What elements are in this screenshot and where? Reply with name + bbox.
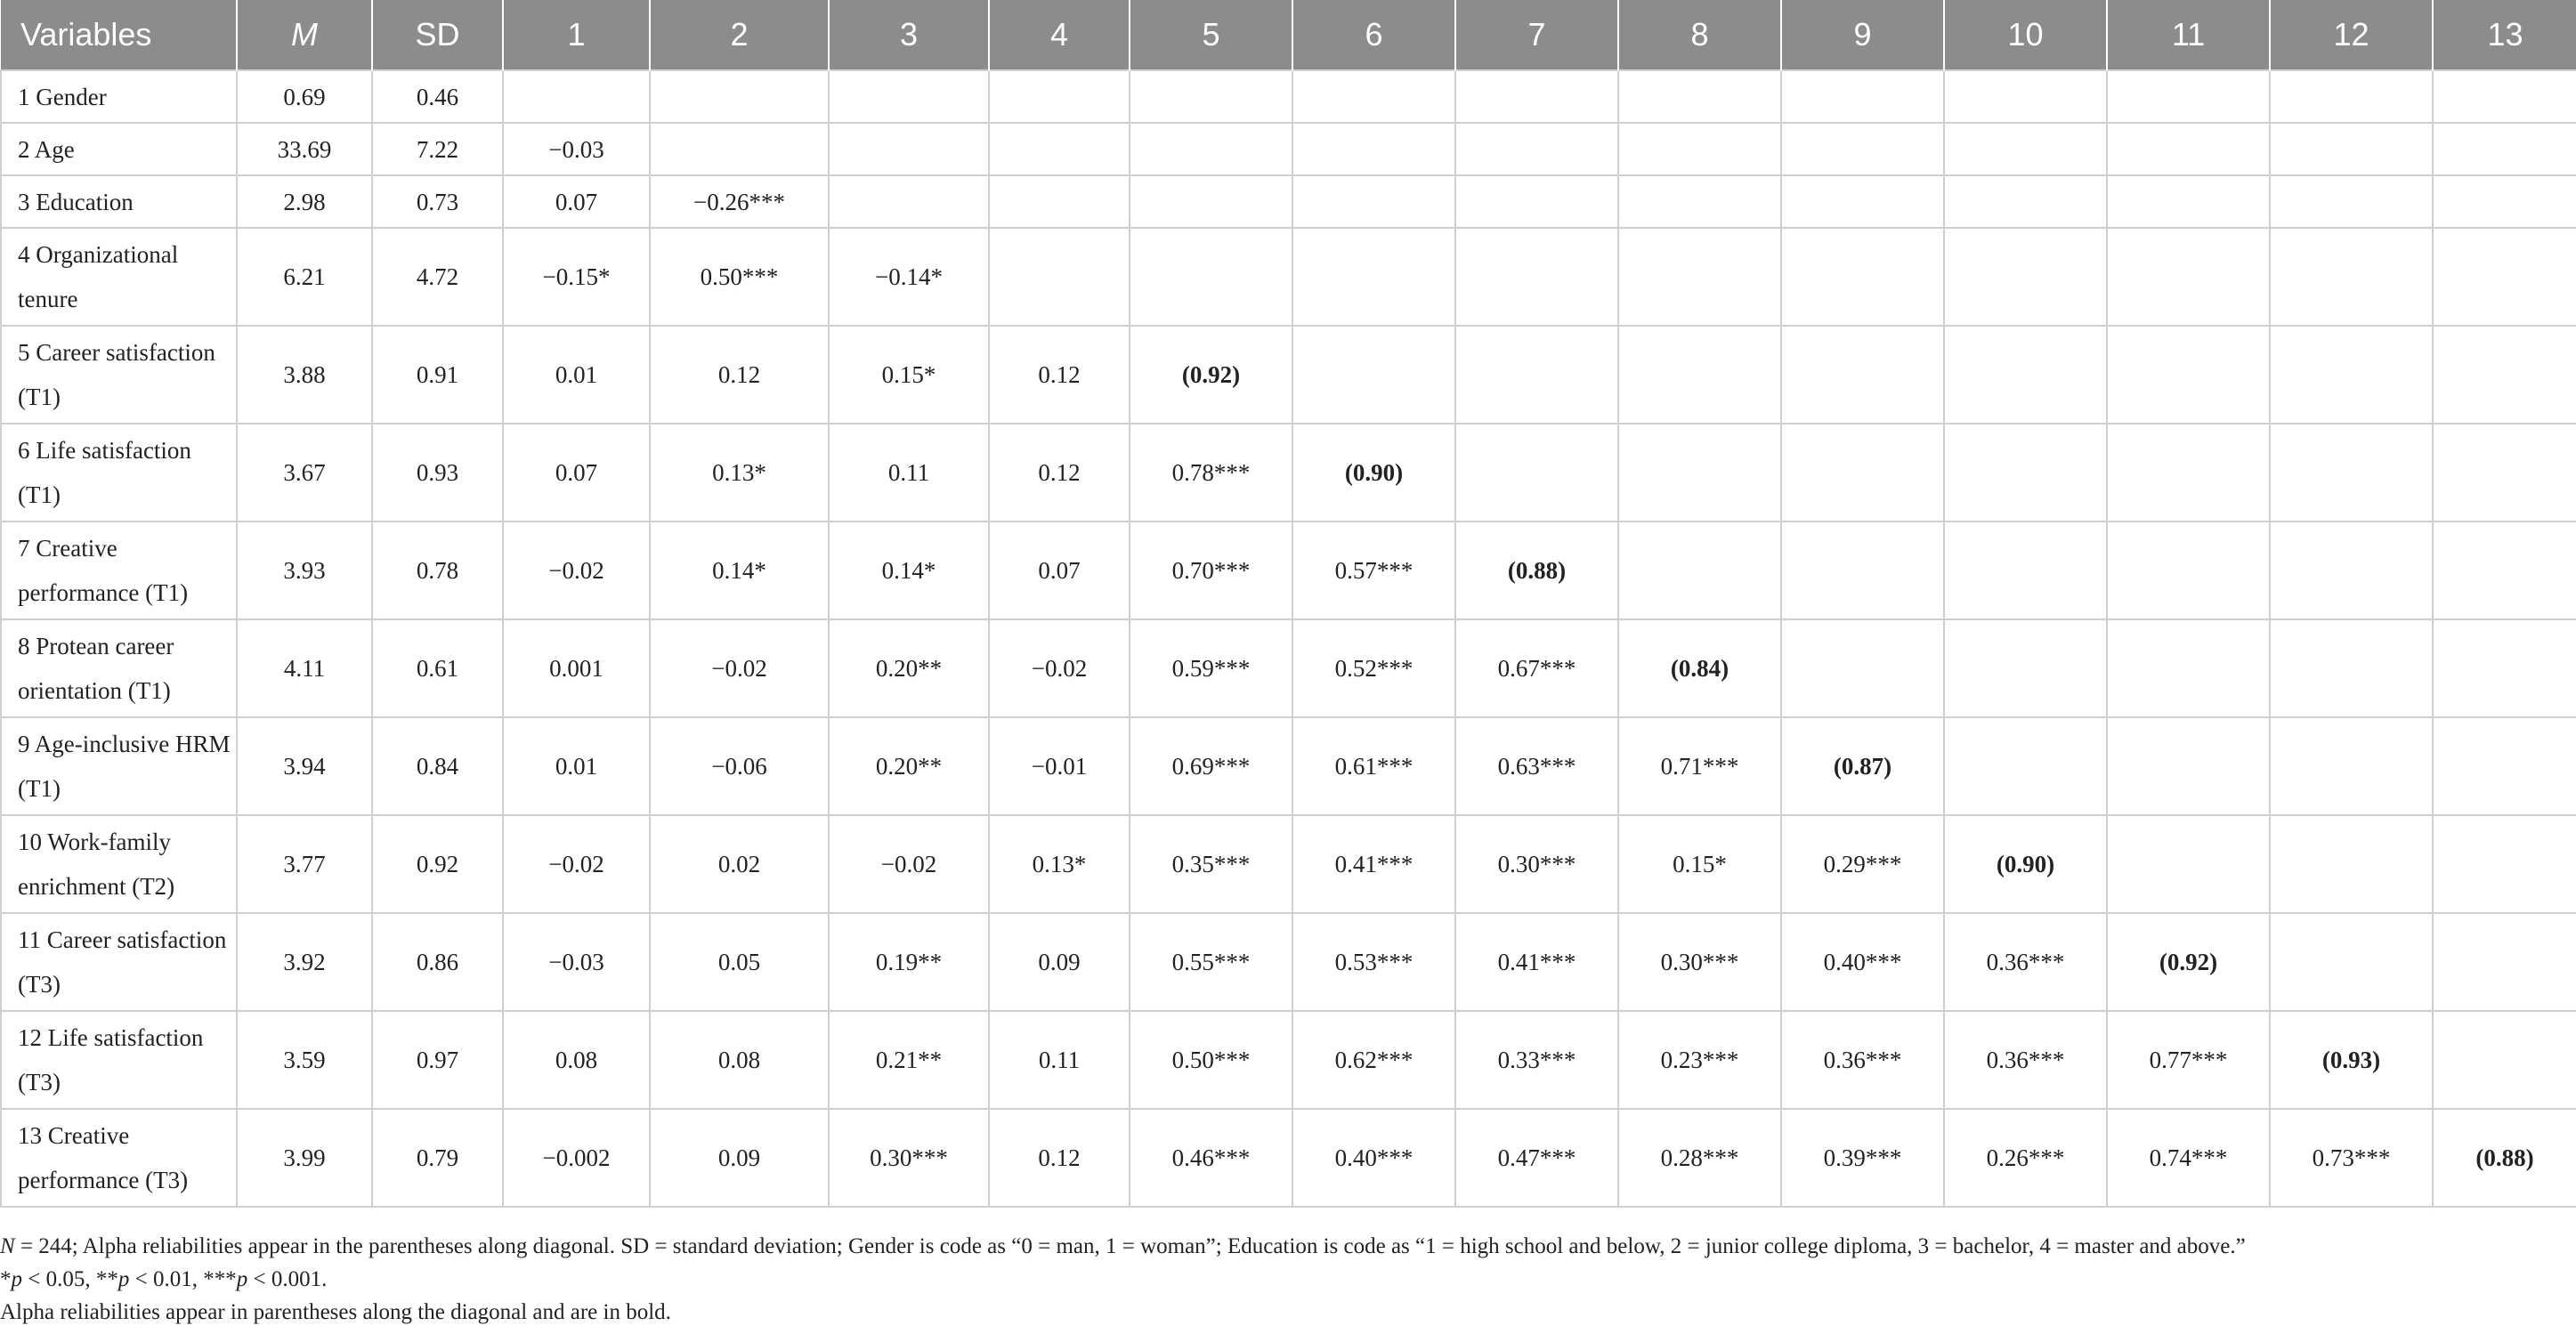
correlation-cell: 0.15* — [1618, 815, 1781, 913]
table-row — [1, 1011, 2576, 1109]
correlation-cell: 0.41*** — [1455, 913, 1618, 1011]
sd-cell: 0.93 — [372, 424, 503, 521]
variable-name-cell: 12 Life satisfaction (T3) — [1, 1011, 237, 1109]
header-col-7: 5 — [1130, 0, 1292, 70]
correlation-cell — [2433, 619, 2576, 717]
correlation-cell: 0.15* — [829, 326, 989, 424]
correlation-cell — [1781, 123, 1944, 175]
correlation-cell: −0.01 — [989, 717, 1130, 815]
mean-cell: 3.92 — [237, 913, 372, 1011]
alpha-reliability-cell: (0.84) — [1618, 619, 1781, 717]
correlation-cell: −0.06 — [650, 717, 829, 815]
alpha-reliability-cell — [989, 228, 1130, 326]
correlation-cell: 0.36*** — [1944, 1011, 2107, 1109]
note-p-symbol: p — [117, 1267, 130, 1291]
correlation-cell — [2270, 913, 2433, 1011]
note-line-1-text: = 244; Alpha reliabilities appear in the parentheses along diagonal. SD = standard deviation; Gender is code as “0 = man, 1 = woman”; Education is code as “1 = high school and below, 2 = junior college diploma, 3 = bachelor, 4 = master and above.” — [14, 1234, 2246, 1258]
correlation-cell — [1130, 228, 1292, 326]
correlation-cell: 0.23*** — [1618, 1011, 1781, 1109]
correlation-cell — [2433, 1011, 2576, 1109]
correlation-cell: 0.11 — [989, 1011, 1130, 1109]
correlation-cell: 0.09 — [989, 913, 1130, 1011]
correlation-cell — [1944, 326, 2107, 424]
correlation-cell — [1944, 123, 2107, 175]
correlation-cell — [2107, 424, 2270, 521]
correlation-cell — [2270, 175, 2433, 228]
correlation-cell — [2107, 175, 2270, 228]
table-row — [1, 228, 2576, 326]
note-n-symbol: N — [0, 1234, 15, 1258]
variable-name-cell: 11 Career satisfaction (T3) — [1, 913, 237, 1011]
correlation-cell — [1618, 326, 1781, 424]
table-row — [1, 70, 2576, 123]
correlation-cell: −0.02 — [829, 815, 989, 913]
header-col-15: 13 — [2433, 0, 2576, 70]
correlation-cell: 0.40*** — [1781, 913, 1944, 1011]
correlation-cell: 0.50*** — [1130, 1011, 1292, 1109]
correlation-cell: 0.01 — [503, 326, 650, 424]
correlation-cell: −0.02 — [503, 521, 650, 619]
header-col-8: 6 — [1292, 0, 1455, 70]
header-col-6: 4 — [989, 0, 1130, 70]
correlation-cell: −0.03 — [503, 123, 650, 175]
note-p-symbol: p — [11, 1267, 22, 1291]
table-row — [1, 521, 2576, 619]
correlation-cell — [1618, 70, 1781, 123]
correlation-cell — [2107, 326, 2270, 424]
header-col-3: 1 — [503, 0, 650, 70]
correlation-cell: 0.13* — [650, 424, 829, 521]
header-variables: Variables — [1, 0, 237, 70]
correlation-cell: −0.14* — [829, 228, 989, 326]
header-col-12: 10 — [1944, 0, 2107, 70]
correlation-cell — [1292, 228, 1455, 326]
correlation-cell: 0.08 — [503, 1011, 650, 1109]
correlation-cell: 0.62*** — [1292, 1011, 1455, 1109]
correlation-cell — [1292, 326, 1455, 424]
correlation-cell: −0.002 — [503, 1109, 650, 1207]
correlation-cell: 0.50*** — [650, 228, 829, 326]
correlation-cell: 0.001 — [503, 619, 650, 717]
mean-cell: 3.94 — [237, 717, 372, 815]
correlation-cell — [2107, 70, 2270, 123]
correlation-cell — [1781, 424, 1944, 521]
correlation-cell — [829, 70, 989, 123]
correlation-cell: 0.61*** — [1292, 717, 1455, 815]
correlation-cell: 0.70*** — [1130, 521, 1292, 619]
table-row — [1, 123, 2576, 175]
correlation-cell: 0.55*** — [1130, 913, 1292, 1011]
table-row — [1, 175, 2576, 228]
correlation-cell — [2433, 424, 2576, 521]
table-notes — [0, 1230, 2576, 1329]
correlation-cell: 0.07 — [989, 521, 1130, 619]
correlation-cell: 0.26*** — [1944, 1109, 2107, 1207]
table-row — [1, 717, 2576, 815]
table-row — [1, 326, 2576, 424]
correlation-cell: 0.71*** — [1618, 717, 1781, 815]
header-col-5: 3 — [829, 0, 989, 70]
correlation-cell: 0.67*** — [1455, 619, 1618, 717]
correlation-cell — [1292, 123, 1455, 175]
correlation-cell: 0.11 — [829, 424, 989, 521]
correlation-cell — [1618, 123, 1781, 175]
correlation-cell: 0.14* — [650, 521, 829, 619]
correlation-cell: 0.63*** — [1455, 717, 1618, 815]
correlation-cell — [1130, 70, 1292, 123]
sd-cell: 0.91 — [372, 326, 503, 424]
mean-cell: 3.88 — [237, 326, 372, 424]
alpha-reliability-cell: (0.87) — [1781, 717, 1944, 815]
correlation-cell — [1130, 123, 1292, 175]
correlation-cell — [2433, 175, 2576, 228]
correlation-cell — [1618, 228, 1781, 326]
correlation-cell: 0.12 — [989, 1109, 1130, 1207]
sd-cell: 0.92 — [372, 815, 503, 913]
correlation-cell: 0.12 — [989, 424, 1130, 521]
correlation-cell — [1944, 175, 2107, 228]
header-col-14: 12 — [2270, 0, 2433, 70]
correlation-cell: −0.26*** — [650, 175, 829, 228]
sd-cell: 0.46 — [372, 70, 503, 123]
note-sig-star-1: * — [0, 1267, 12, 1291]
correlation-cell: 0.02 — [650, 815, 829, 913]
table-row — [1, 619, 2576, 717]
mean-cell: 3.67 — [237, 424, 372, 521]
correlation-cell — [2270, 424, 2433, 521]
correlation-cell — [1130, 175, 1292, 228]
sd-cell: 0.84 — [372, 717, 503, 815]
alpha-reliability-cell: (0.88) — [1455, 521, 1618, 619]
mean-cell: 6.21 — [237, 228, 372, 326]
correlation-cell: 0.46*** — [1130, 1109, 1292, 1207]
mean-cell: 2.98 — [237, 175, 372, 228]
correlation-cell: −0.02 — [503, 815, 650, 913]
mean-cell: 33.69 — [237, 123, 372, 175]
correlation-cell — [2270, 70, 2433, 123]
alpha-reliability-cell: (0.90) — [1944, 815, 2107, 913]
variable-name-cell: 6 Life satisfaction (T1) — [1, 424, 237, 521]
correlation-cell: 0.57*** — [1292, 521, 1455, 619]
correlation-cell — [2270, 326, 2433, 424]
correlation-cell: −0.02 — [989, 619, 1130, 717]
alpha-reliability-cell: (0.90) — [1292, 424, 1455, 521]
correlation-cell: 0.12 — [650, 326, 829, 424]
correlation-cell — [2107, 717, 2270, 815]
correlation-cell — [650, 70, 829, 123]
correlation-cell — [1944, 619, 2107, 717]
correlation-cell — [2433, 326, 2576, 424]
header-col-4: 2 — [650, 0, 829, 70]
correlation-cell: 0.12 — [989, 326, 1130, 424]
alpha-reliability-cell — [829, 175, 989, 228]
correlation-cell — [2433, 70, 2576, 123]
correlation-cell: −0.15* — [503, 228, 650, 326]
correlation-cell: 0.39*** — [1781, 1109, 1944, 1207]
correlation-cell — [2270, 228, 2433, 326]
header-col-9: 7 — [1455, 0, 1618, 70]
correlation-cell — [2270, 619, 2433, 717]
correlation-cell — [2107, 815, 2270, 913]
correlation-cell — [2433, 123, 2576, 175]
sd-cell: 0.79 — [372, 1109, 503, 1207]
correlation-cell — [1781, 619, 1944, 717]
correlation-cell — [2107, 521, 2270, 619]
correlation-cell — [1618, 424, 1781, 521]
correlation-cell: 0.74*** — [2107, 1109, 2270, 1207]
correlation-cell: 0.01 — [503, 717, 650, 815]
correlation-cell: 0.29*** — [1781, 815, 1944, 913]
correlation-cell: 0.19** — [829, 913, 989, 1011]
note-p-symbol: p — [236, 1267, 248, 1291]
correlation-cell — [2433, 228, 2576, 326]
correlation-cell — [2270, 717, 2433, 815]
correlation-cell — [2433, 521, 2576, 619]
variable-name-cell: 13 Creative performance (T3) — [1, 1109, 237, 1207]
correlation-cell: 0.35*** — [1130, 815, 1292, 913]
correlation-cell — [2433, 913, 2576, 1011]
note-sig-level-3: < 0.001. — [247, 1267, 328, 1291]
correlation-cell: 0.09 — [650, 1109, 829, 1207]
header-row — [1, 0, 2576, 70]
correlation-cell — [1781, 175, 1944, 228]
table-row — [1, 1109, 2576, 1207]
note-sig-level-2: < 0.01, *** — [129, 1267, 237, 1291]
table-row — [1, 815, 2576, 913]
table-row — [1, 424, 2576, 521]
correlation-cell — [1618, 521, 1781, 619]
correlation-cell: 0.14* — [829, 521, 989, 619]
correlation-cell: −0.02 — [650, 619, 829, 717]
correlation-cell — [2433, 717, 2576, 815]
correlation-cell — [989, 123, 1130, 175]
mean-cell: 3.93 — [237, 521, 372, 619]
correlation-cell — [1455, 123, 1618, 175]
mean-cell: 0.69 — [237, 70, 372, 123]
correlation-cell: 0.20** — [829, 717, 989, 815]
sd-cell: 0.78 — [372, 521, 503, 619]
correlation-cell — [2107, 123, 2270, 175]
note-line-2 — [0, 1263, 2576, 1296]
correlation-cell: 0.77*** — [2107, 1011, 2270, 1109]
correlation-cell: 0.33*** — [1455, 1011, 1618, 1109]
correlation-cell — [1618, 175, 1781, 228]
table-row — [1, 913, 2576, 1011]
sd-cell: 0.61 — [372, 619, 503, 717]
sd-cell: 0.73 — [372, 175, 503, 228]
correlation-cell — [1781, 326, 1944, 424]
alpha-reliability-cell: (0.92) — [2107, 913, 2270, 1011]
correlation-cell — [1944, 521, 2107, 619]
variable-name-cell: 1 Gender — [1, 70, 237, 123]
correlation-cell: 0.36*** — [1781, 1011, 1944, 1109]
mean-cell: 3.77 — [237, 815, 372, 913]
alpha-reliability-cell — [650, 123, 829, 175]
correlation-cell — [1944, 717, 2107, 815]
header-col-13: 11 — [2107, 0, 2270, 70]
variable-name-cell: 8 Protean career orientation (T1) — [1, 619, 237, 717]
variable-name-cell: 3 Education — [1, 175, 237, 228]
correlation-cell: 0.07 — [503, 175, 650, 228]
note-line-3: Alpha reliabilities appear in parentheses along the diagonal and are in bold. — [0, 1300, 671, 1324]
correlation-cell — [2107, 619, 2270, 717]
correlation-cell: 0.52*** — [1292, 619, 1455, 717]
correlation-cell: 0.78*** — [1130, 424, 1292, 521]
note-line-1 — [0, 1230, 2576, 1263]
sd-cell: 0.86 — [372, 913, 503, 1011]
variable-name-cell: 9 Age-inclusive HRM (T1) — [1, 717, 237, 815]
correlation-cell — [1455, 326, 1618, 424]
correlation-cell — [989, 175, 1130, 228]
alpha-reliability-cell — [503, 70, 650, 123]
variable-name-cell: 5 Career satisfaction (T1) — [1, 326, 237, 424]
correlation-cell — [2270, 123, 2433, 175]
mean-cell: 3.59 — [237, 1011, 372, 1109]
correlation-cell — [1292, 70, 1455, 123]
variable-name-cell: 10 Work-family enrichment (T2) — [1, 815, 237, 913]
correlation-cell: 0.20** — [829, 619, 989, 717]
correlation-cell: 0.30*** — [1618, 913, 1781, 1011]
correlation-cell — [1455, 424, 1618, 521]
correlation-cell: 0.21** — [829, 1011, 989, 1109]
header-col-11: 9 — [1781, 0, 1944, 70]
correlation-cell: 0.53*** — [1292, 913, 1455, 1011]
correlation-cell — [1455, 175, 1618, 228]
correlation-cell — [1455, 70, 1618, 123]
correlation-cell — [1455, 228, 1618, 326]
correlation-cell — [1944, 424, 2107, 521]
sd-cell: 4.72 — [372, 228, 503, 326]
correlation-cell: 0.47*** — [1455, 1109, 1618, 1207]
sd-cell: 7.22 — [372, 123, 503, 175]
correlation-cell — [2107, 228, 2270, 326]
correlation-cell — [1944, 228, 2107, 326]
correlation-cell: 0.07 — [503, 424, 650, 521]
correlation-cell — [829, 123, 989, 175]
header-col-2: SD — [372, 0, 503, 70]
alpha-reliability-cell: (0.88) — [2433, 1109, 2576, 1207]
alpha-reliability-cell: (0.92) — [1130, 326, 1292, 424]
sd-cell: 0.97 — [372, 1011, 503, 1109]
correlation-cell — [2270, 521, 2433, 619]
variable-name-cell: 4 Organizational tenure — [1, 228, 237, 326]
correlation-cell: 0.08 — [650, 1011, 829, 1109]
variable-name-cell: 2 Age — [1, 123, 237, 175]
note-sig-level-1: < 0.05, ** — [22, 1267, 118, 1291]
correlation-cell — [989, 70, 1130, 123]
alpha-reliability-cell: (0.93) — [2270, 1011, 2433, 1109]
correlation-cell: 0.73*** — [2270, 1109, 2433, 1207]
correlation-cell: 0.69*** — [1130, 717, 1292, 815]
table-body — [1, 70, 2576, 1207]
variable-name-cell: 7 Creative performance (T1) — [1, 521, 237, 619]
correlation-cell: 0.28*** — [1618, 1109, 1781, 1207]
correlation-cell: 0.13* — [989, 815, 1130, 913]
correlation-cell: 0.41*** — [1292, 815, 1455, 913]
header-col-10: 8 — [1618, 0, 1781, 70]
header-col-1: M — [237, 0, 372, 70]
correlation-cell — [2433, 815, 2576, 913]
correlation-cell — [1781, 521, 1944, 619]
correlation-cell: 0.36*** — [1944, 913, 2107, 1011]
correlation-cell: 0.30*** — [1455, 815, 1618, 913]
correlation-cell: −0.03 — [503, 913, 650, 1011]
correlation-cell: 0.30*** — [829, 1109, 989, 1207]
correlation-cell — [1944, 70, 2107, 123]
correlation-cell — [2270, 815, 2433, 913]
correlation-cell — [1781, 228, 1944, 326]
correlation-cell: 0.05 — [650, 913, 829, 1011]
mean-cell: 4.11 — [237, 619, 372, 717]
correlation-cell: 0.40*** — [1292, 1109, 1455, 1207]
correlation-cell: 0.59*** — [1130, 619, 1292, 717]
mean-cell: 3.99 — [237, 1109, 372, 1207]
correlation-cell — [1292, 175, 1455, 228]
correlation-cell — [1781, 70, 1944, 123]
